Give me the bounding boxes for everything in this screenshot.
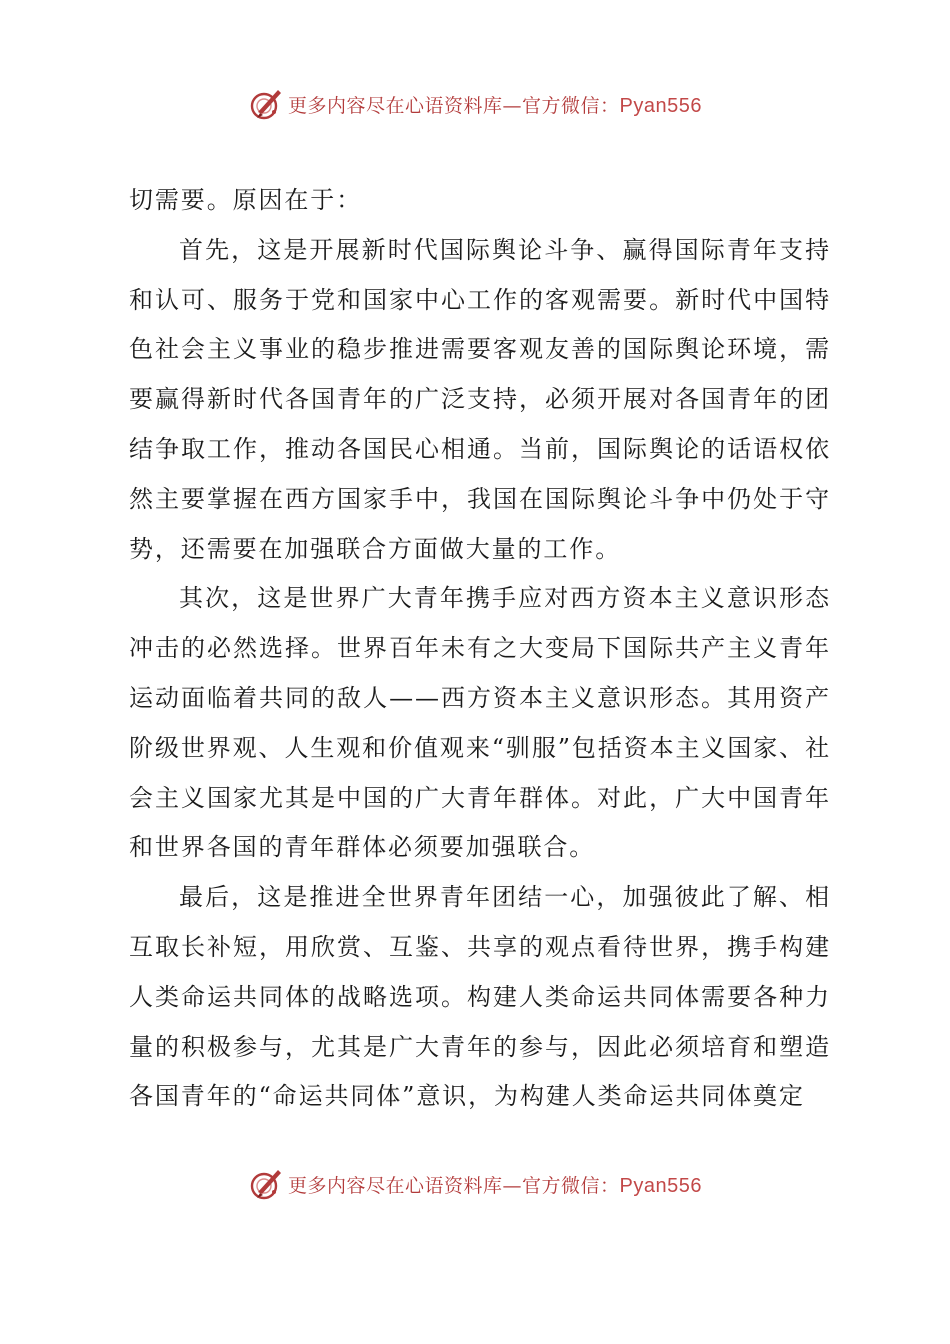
header-watermark: [0, 84, 950, 124]
footer-watermark: [0, 1164, 950, 1204]
paragraph-third-reason: 最后，这是推进全世界青年团结一心，加强彼此了解、相互取长补短，用欣赏、互鉴、共享的观点看待世界，携手构建人类命运共同体的战略选项。构建人类命运共同体需要各种力量的积极参与，尤其是广大青年的参与，因此必须培育和塑造各国青年的“命运共同体”意识，为构建人类命运共同体奠定: [129, 883, 831, 1111]
paragraph-second-reason: 其次，这是世界广大青年携手应对西方资本主义意识形态冲击的必然选择。世界百年未有之大变局下国际共产主义青年运动面临着共同的敌人——西方资本主义意识形态。其用资产阶级世界观、人生观和价值观来“驯服”包括资本主义国家、社会主义国家尤其是中国的广大青年群体。对此，广大中国青年和世界各国的青年群体必须要加强联合。: [129, 584, 831, 862]
quill-logo-icon: [248, 1166, 284, 1202]
paragraph-continuation: 切需要。原因在于：: [129, 186, 363, 214]
document-body: [129, 176, 831, 1122]
footer-watermark-text: 更多内容尽在心语资料库—官方微信：Pyan556: [288, 1174, 702, 1197]
paragraph-first-reason: 首先，这是开展新时代国际舆论斗争、赢得国际青年支持和认可、服务于党和国家中心工作的客观需要。新时代中国特色社会主义事业的稳步推进需要客观友善的国际舆论环境，需要赢得新时代各国青年的广泛支持，必须开展对各国青年的团结争取工作，推动各国民心相通。当前，国际舆论的话语权依然主要掌握在西方国家手中，我国在国际舆论斗争中仍处于守势，还需要在加强联合方面做大量的工作。: [129, 235, 831, 563]
footer-wechat-handle: Pyan556: [619, 1174, 702, 1197]
header-watermark-text: 更多内容尽在心语资料库—官方微信：Pyan556: [288, 94, 702, 117]
header-wechat-handle: Pyan556: [619, 94, 702, 117]
quill-logo-icon: [248, 86, 284, 122]
